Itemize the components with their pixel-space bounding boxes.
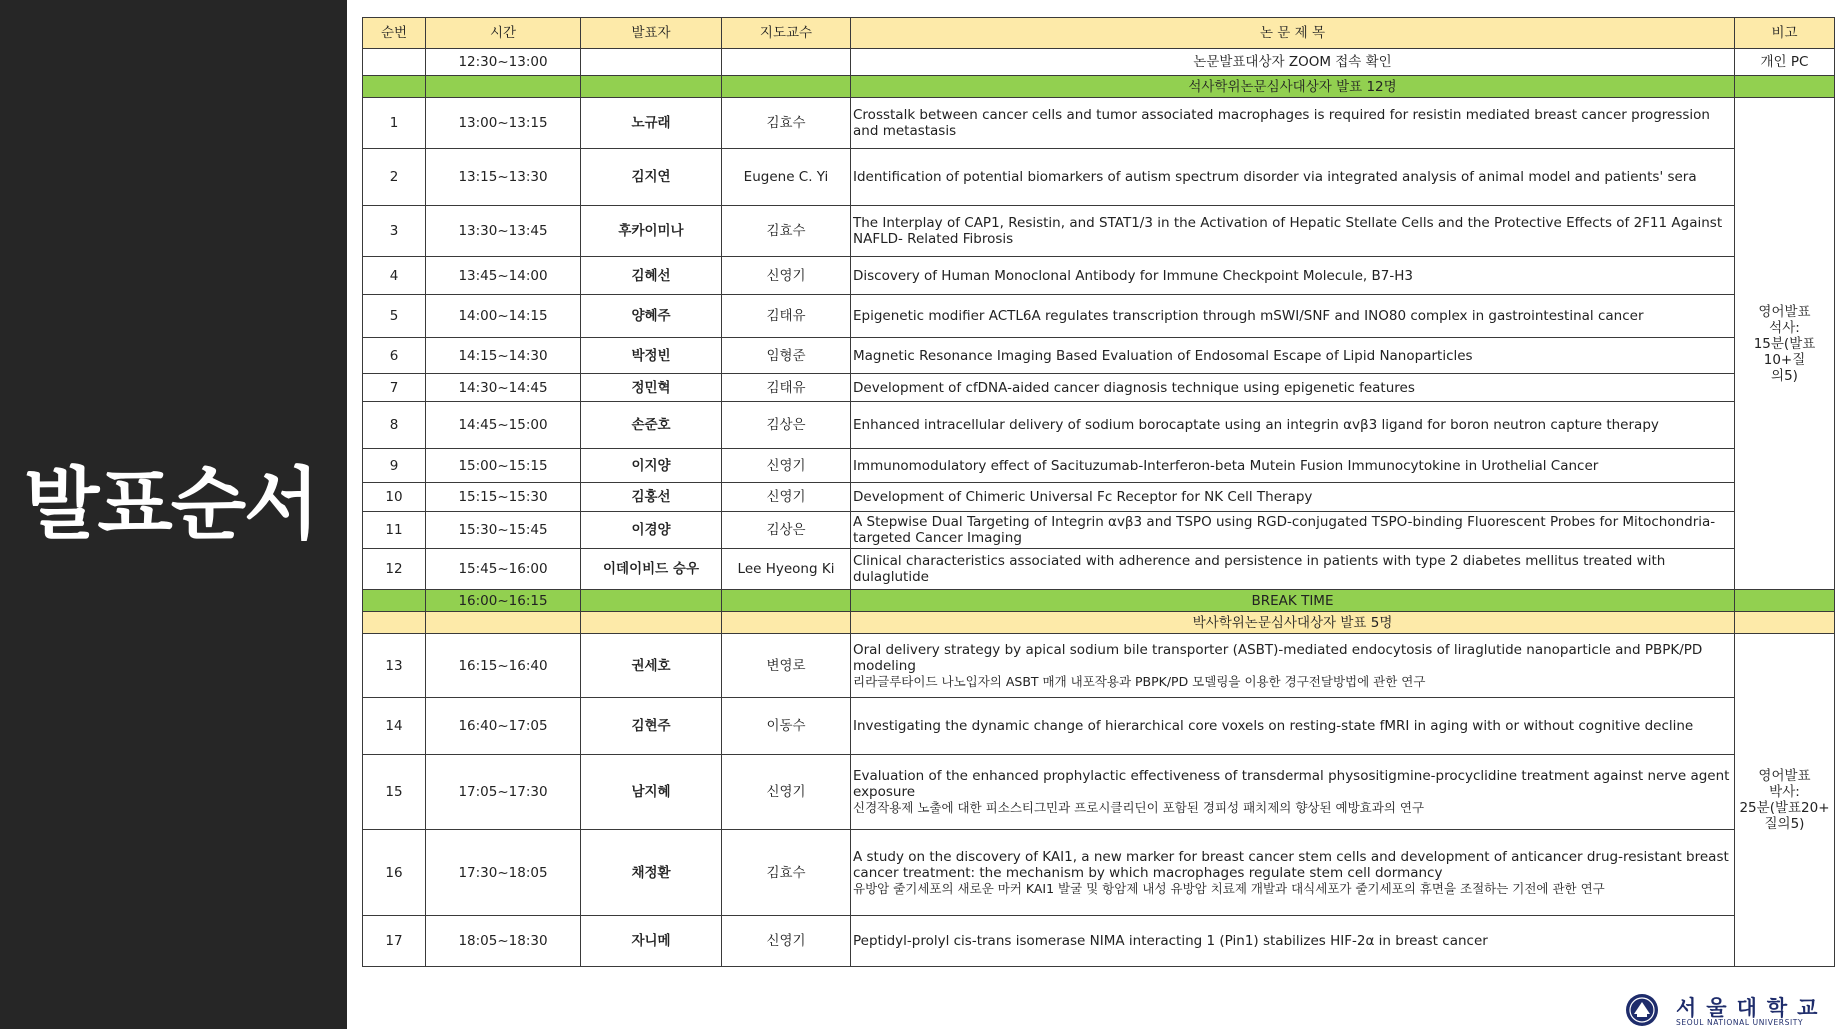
header-note: 비고 bbox=[1735, 18, 1835, 49]
break-time: 16:00~16:15 bbox=[426, 590, 581, 612]
table-row bbox=[363, 295, 1835, 338]
cell-title: The Interplay of CAP1, Resistin, and STAT1/3 in the Activation of Hepatic Stellate Cells and the Protective Effects of 2F11 Against NAFLD- Related Fibrosis bbox=[851, 206, 1735, 257]
cell-presenter: 김혜선 bbox=[581, 257, 722, 295]
cell-advisor: 임형준 bbox=[722, 338, 851, 374]
note-line: 의5) bbox=[1771, 367, 1798, 384]
page-title: 발표순서 bbox=[24, 460, 318, 550]
cell-time: 13:15~13:30 bbox=[426, 149, 581, 206]
cell-time: 13:45~14:00 bbox=[426, 257, 581, 295]
cell-advisor: 신영기 bbox=[722, 755, 851, 830]
cell-no: 5 bbox=[363, 295, 426, 338]
title-ko: 리라글루타이드 나노입자의 ASBT 매개 내포작용과 PBPK/PD 모델링을 이용한 경구전달방법에 관한 연구 bbox=[853, 673, 1426, 689]
masters-note bbox=[1735, 98, 1835, 590]
phd-section-header bbox=[363, 612, 1835, 634]
cell-title: 논문발표대상자 ZOOM 접속 확인 bbox=[851, 49, 1735, 76]
cell-time: 13:30~13:45 bbox=[426, 206, 581, 257]
cell-time: 14:45~15:00 bbox=[426, 402, 581, 449]
cell-title bbox=[851, 830, 1735, 916]
header-title: 논 문 제 목 bbox=[851, 18, 1735, 49]
cell-time: 13:00~13:15 bbox=[426, 98, 581, 149]
cell-presenter: 남지혜 bbox=[581, 755, 722, 830]
sidebar-panel bbox=[0, 0, 347, 1029]
cell-empty bbox=[363, 76, 426, 98]
cell-presenter: 권세호 bbox=[581, 634, 722, 698]
masters-header-label: 석사학위논문심사대상자 발표 12명 bbox=[851, 76, 1735, 98]
cell-empty bbox=[1735, 76, 1835, 98]
cell-no: 10 bbox=[363, 483, 426, 512]
schedule-table bbox=[362, 17, 1835, 967]
cell-empty bbox=[426, 76, 581, 98]
header-advisor: 지도교수 bbox=[722, 18, 851, 49]
table-row bbox=[363, 449, 1835, 483]
university-logo bbox=[1618, 992, 1828, 1028]
header-presenter: 발표자 bbox=[581, 18, 722, 49]
cell-title: Investigating the dynamic change of hierarchical core voxels on resting-state fMRI in aging with or without cognitive decline bbox=[851, 698, 1735, 755]
cell-presenter: 채정환 bbox=[581, 830, 722, 916]
cell-presenter: 이데이비드 승우 bbox=[581, 549, 722, 590]
cell-time: 14:00~14:15 bbox=[426, 295, 581, 338]
university-name: 서울대학교 bbox=[1676, 996, 1828, 1020]
phd-header-label: 박사학위논문심사대상자 발표 5명 bbox=[851, 612, 1735, 634]
note-line: 질의5) bbox=[1764, 816, 1805, 832]
cell-presenter bbox=[581, 49, 722, 76]
cell-title: Immunomodulatory effect of Sacituzumab-Interferon-beta Mutein Fusion Immunocytokine in Urothelial Cancer bbox=[851, 449, 1735, 483]
cell-time: 14:15~14:30 bbox=[426, 338, 581, 374]
cell-advisor: 김태유 bbox=[722, 374, 851, 402]
cell-presenter: 이경양 bbox=[581, 512, 722, 549]
cell-advisor: 김효수 bbox=[722, 206, 851, 257]
cell-presenter: 박정빈 bbox=[581, 338, 722, 374]
cell-title: Identification of potential biomarkers of autism spectrum disorder via integrated analysis of animal model and patients' sera bbox=[851, 149, 1735, 206]
cell-time: 18:05~18:30 bbox=[426, 916, 581, 967]
title-ko: 유방암 줄기세포의 새로운 마커 KAI1 발굴 및 항암제 내성 유방암 치료제 개발과 대식세포가 줄기세포의 휴면을 조절하는 기전에 관한 연구 bbox=[853, 880, 1605, 896]
header-time: 시간 bbox=[426, 18, 581, 49]
cell-title: A Stepwise Dual Targeting of Integrin αvβ3 and TSPO using RGD-conjugated TSPO-binding Fluorescent Probes for Mitochondria-targeted Cancer Imaging bbox=[851, 512, 1735, 549]
cell-empty bbox=[581, 590, 722, 612]
cell-time: 14:30~14:45 bbox=[426, 374, 581, 402]
table-row bbox=[363, 916, 1835, 967]
table-row bbox=[363, 149, 1835, 206]
cell-no: 15 bbox=[363, 755, 426, 830]
cell-advisor: 김태유 bbox=[722, 295, 851, 338]
cell-empty bbox=[1735, 612, 1835, 634]
cell-title: Enhanced intracellular delivery of sodium borocaptate using an integrin αvβ3 ligand for boron neutron capture therapy bbox=[851, 402, 1735, 449]
title-en: Evaluation of the enhanced prophylactic effectiveness of transdermal physositigmine-procyclidine treatment against nerve agent exposure bbox=[853, 768, 1730, 800]
table-row bbox=[363, 98, 1835, 149]
cell-empty bbox=[722, 612, 851, 634]
cell-empty bbox=[581, 612, 722, 634]
cell-advisor: 신영기 bbox=[722, 916, 851, 967]
cell-advisor: 신영기 bbox=[722, 257, 851, 295]
table-row bbox=[363, 257, 1835, 295]
cell-advisor: Lee Hyeong Ki bbox=[722, 549, 851, 590]
table-row bbox=[363, 755, 1835, 830]
cell-no: 8 bbox=[363, 402, 426, 449]
cell-advisor: Eugene C. Yi bbox=[722, 149, 851, 206]
header-row bbox=[363, 18, 1835, 49]
cell-no bbox=[363, 49, 426, 76]
cell-title: Clinical characteristics associated with adherence and persistence in patients with type 2 diabetes mellitus treated with dulaglutide bbox=[851, 549, 1735, 590]
cell-empty bbox=[426, 612, 581, 634]
cell-advisor: 김효수 bbox=[722, 830, 851, 916]
cell-presenter: 자니메 bbox=[581, 916, 722, 967]
cell-no: 13 bbox=[363, 634, 426, 698]
cell-presenter: 이지양 bbox=[581, 449, 722, 483]
note-line: 영어발표 bbox=[1758, 768, 1811, 784]
note-line: 25분(발표20+ bbox=[1739, 800, 1830, 816]
masters-section-header bbox=[363, 76, 1835, 98]
note-line: 석사: bbox=[1769, 319, 1800, 336]
table-row bbox=[363, 698, 1835, 755]
cell-title: Magnetic Resonance Imaging Based Evaluation of Endosomal Escape of Lipid Nanoparticles bbox=[851, 338, 1735, 374]
cell-time: 12:30~13:00 bbox=[426, 49, 581, 76]
table-row bbox=[363, 830, 1835, 916]
cell-no: 12 bbox=[363, 549, 426, 590]
cell-no: 4 bbox=[363, 257, 426, 295]
cell-empty bbox=[1735, 590, 1835, 612]
cell-presenter: 양혜주 bbox=[581, 295, 722, 338]
cell-presenter: 후카이미나 bbox=[581, 206, 722, 257]
cell-title: Discovery of Human Monoclonal Antibody for Immune Checkpoint Molecule, B7-H3 bbox=[851, 257, 1735, 295]
header-no: 순번 bbox=[363, 18, 426, 49]
cell-presenter: 노규래 bbox=[581, 98, 722, 149]
table-row bbox=[363, 483, 1835, 512]
cell-time: 15:15~15:30 bbox=[426, 483, 581, 512]
cell-no: 3 bbox=[363, 206, 426, 257]
cell-no: 17 bbox=[363, 916, 426, 967]
cell-empty bbox=[363, 590, 426, 612]
phd-note bbox=[1735, 634, 1835, 967]
note-line: 15분(발표10+질 bbox=[1753, 335, 1816, 368]
cell-advisor: 신영기 bbox=[722, 483, 851, 512]
cell-advisor: 김상은 bbox=[722, 402, 851, 449]
cell-time: 17:05~17:30 bbox=[426, 755, 581, 830]
cell-no: 16 bbox=[363, 830, 426, 916]
cell-no: 14 bbox=[363, 698, 426, 755]
table-row bbox=[363, 338, 1835, 374]
cell-advisor: 신영기 bbox=[722, 449, 851, 483]
cell-title: Peptidyl-prolyl cis-trans isomerase NIMA interacting 1 (Pin1) stabilizes HIF-2α in breast cancer bbox=[851, 916, 1735, 967]
cell-advisor: 김상은 bbox=[722, 512, 851, 549]
cell-advisor: 변영로 bbox=[722, 634, 851, 698]
cell-advisor: 이동수 bbox=[722, 698, 851, 755]
title-ko: 신경작용제 노출에 대한 피소스티그민과 프로시클리딘이 포함된 경피성 패치제의 향상된 예방효과의 연구 bbox=[853, 800, 1425, 815]
table-row bbox=[363, 402, 1835, 449]
table-row bbox=[363, 512, 1835, 549]
cell-empty bbox=[581, 76, 722, 98]
cell-no: 2 bbox=[363, 149, 426, 206]
zoom-row bbox=[363, 49, 1835, 76]
title-en: A study on the discovery of KAI1, a new marker for breast cancer stem cells and development of anticancer drug-resistant breast cancer treatment: the mechanism by which macrophages regulate stem cell dormancy bbox=[853, 848, 1729, 881]
cell-presenter: 정민혁 bbox=[581, 374, 722, 402]
title-en: Oral delivery strategy by apical sodium bile transporter (ASBT)-mediated endocytosis of liraglutide nanoparticle and PBPK/PD modeling bbox=[853, 641, 1703, 674]
cell-note: 개인 PC bbox=[1735, 49, 1835, 76]
cell-no: 1 bbox=[363, 98, 426, 149]
snu-emblem-icon bbox=[1618, 992, 1666, 1028]
cell-empty bbox=[722, 76, 851, 98]
cell-empty bbox=[363, 612, 426, 634]
cell-time: 15:30~15:45 bbox=[426, 512, 581, 549]
cell-empty bbox=[722, 590, 851, 612]
cell-time: 16:15~16:40 bbox=[426, 634, 581, 698]
cell-advisor bbox=[722, 49, 851, 76]
university-subtitle: SEOUL NATIONAL UNIVERSITY bbox=[1676, 1018, 1804, 1027]
cell-title: Development of Chimeric Universal Fc Receptor for NK Cell Therapy bbox=[851, 483, 1735, 512]
cell-advisor: 김효수 bbox=[722, 98, 851, 149]
note-line: 박사: bbox=[1769, 784, 1800, 800]
cell-presenter: 김홍선 bbox=[581, 483, 722, 512]
cell-time: 15:00~15:15 bbox=[426, 449, 581, 483]
cell-no: 9 bbox=[363, 449, 426, 483]
break-row bbox=[363, 590, 1835, 612]
cell-presenter: 손준호 bbox=[581, 402, 722, 449]
table-row bbox=[363, 549, 1835, 590]
cell-presenter: 김현주 bbox=[581, 698, 722, 755]
cell-time: 17:30~18:05 bbox=[426, 830, 581, 916]
cell-no: 6 bbox=[363, 338, 426, 374]
cell-no: 11 bbox=[363, 512, 426, 549]
cell-title bbox=[851, 755, 1735, 830]
table-row bbox=[363, 634, 1835, 698]
table-row bbox=[363, 374, 1835, 402]
cell-title bbox=[851, 634, 1735, 698]
cell-time: 16:40~17:05 bbox=[426, 698, 581, 755]
table-row bbox=[363, 206, 1835, 257]
cell-time: 15:45~16:00 bbox=[426, 549, 581, 590]
cell-no: 7 bbox=[363, 374, 426, 402]
note-line: 영어발표 bbox=[1758, 303, 1811, 320]
break-label: BREAK TIME bbox=[851, 590, 1735, 612]
cell-title: Epigenetic modifier ACTL6A regulates transcription through mSWI/SNF and INO80 complex in gastrointestinal cancer bbox=[851, 295, 1735, 338]
cell-title: Crosstalk between cancer cells and tumor associated macrophages is required for resistin mediated breast cancer progression and metastasis bbox=[851, 98, 1735, 149]
cell-presenter: 김지연 bbox=[581, 149, 722, 206]
cell-title: Development of cfDNA-aided cancer diagnosis technique using epigenetic features bbox=[851, 374, 1735, 402]
